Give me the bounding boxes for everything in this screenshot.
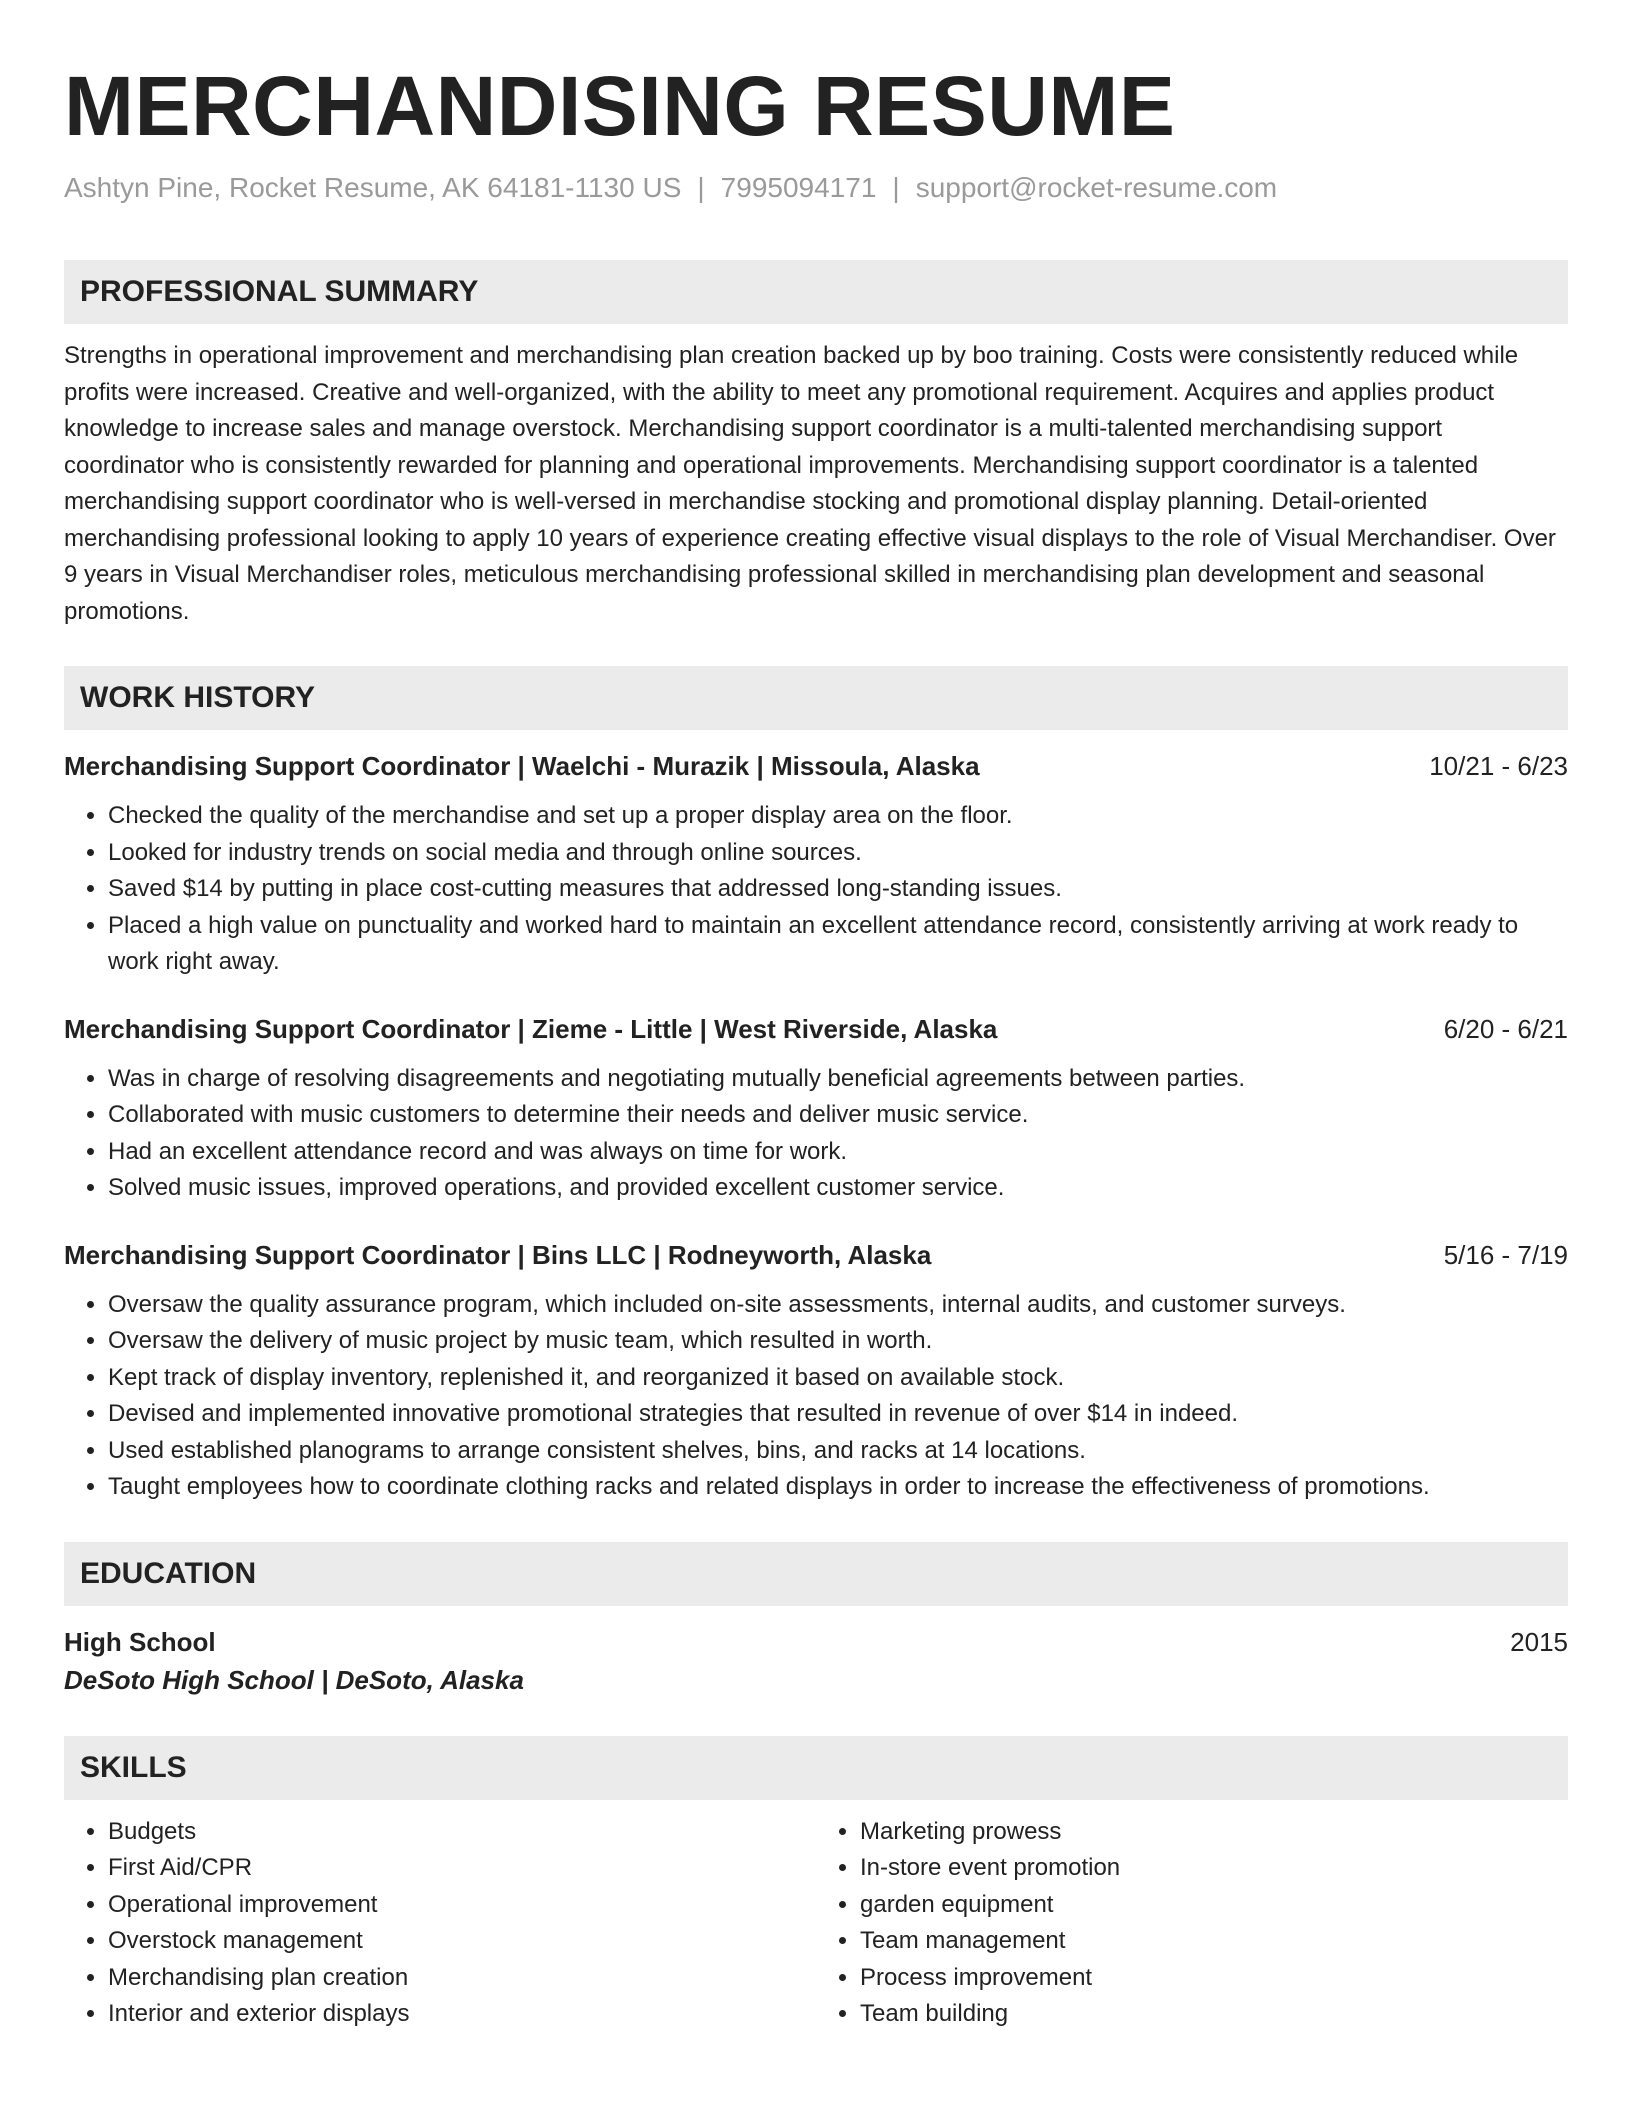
skill-item: • Overstock management [108, 1923, 816, 1960]
job-bullets [64, 798, 1568, 981]
education-year: 2015 [1510, 1626, 1568, 1657]
job-dates: 6/20 - 6/21 [1443, 1013, 1568, 1044]
education-section [64, 1542, 1568, 1700]
resume-title: MERCHANDISING RESUME [64, 59, 1176, 153]
summary-section [64, 260, 1568, 630]
job-bullet: • Checked the quality of the merchandise and set up a proper display area on the floor. [108, 798, 1568, 835]
skills-grid [64, 1814, 1568, 2033]
work-history-section [64, 666, 1568, 1506]
job-dates: 5/16 - 7/19 [1443, 1239, 1568, 1270]
job-bullet: • Devised and implemented innovative promotional strategies that resulted in revenue of over $14 in indeed. [108, 1396, 1568, 1433]
job-heading: Merchandising Support Coordinator | Zieme - Little | West Riverside, Alaska [64, 1013, 998, 1044]
job-bullet: • Used established planograms to arrange consistent shelves, bins, and racks at 14 locations. [108, 1433, 1568, 1470]
job-bullet: • Kept track of display inventory, replenished it, and reorganized it based on available stock. [108, 1360, 1568, 1397]
summary-text: Strengths in operational improvement and merchandising plan creation backed up by boo training. Costs were consistently reduced while profits were increased. Creative and well-organized, with the ability to meet any promotional requirement. Acquires and applies product knowledge to increase sales and manage overstock. Merchandising support coordinator is a multi-talented merchandising support coordinator who is consistently rewarded for planning and operational improvements. Merchandising support coordinator is a talented merchandising support coordinator who is well-versed in merchandise stocking and promotional display planning. Detail-oriented merchandising professional looking to apply 10 years of experience creating effective visual displays to the role of Visual Merchandiser. Over 9 years in Visual Merchandiser roles, meticulous merchandising professional skilled in merchandising plan development and seasonal promotions. [64, 342, 1556, 625]
skills-column-right [816, 1814, 1568, 2033]
job-heading: Merchandising Support Coordinator | Bins LLC | Rodneyworth, Alaska [64, 1239, 932, 1270]
contact-phone: 7995094171 [720, 172, 877, 203]
skills-header: SKILLS [64, 1736, 1568, 1800]
job-bullet: • Oversaw the delivery of music project by music team, which resulted in worth. [108, 1323, 1568, 1360]
skill-item: • Interior and exterior displays [108, 1996, 816, 2033]
skill-item: • Process improvement [860, 1960, 1568, 1997]
skill-item: • Budgets [108, 1814, 816, 1851]
skill-item: • Team building [860, 1996, 1568, 2033]
skill-item: • Marketing prowess [860, 1814, 1568, 1851]
contact-separator: | [892, 172, 900, 203]
job-bullet: • Taught employees how to coordinate clothing racks and related displays in order to increase the effectiveness of promotions. [108, 1469, 1568, 1506]
job-bullet: • Was in charge of resolving disagreements and negotiating mutually beneficial agreements between parties. [108, 1061, 1568, 1098]
job-bullets [64, 1061, 1568, 1207]
job-bullet: • Collaborated with music customers to determine their needs and deliver music service. [108, 1097, 1568, 1134]
contact-line [64, 168, 1568, 208]
skill-item: • Team management [860, 1923, 1568, 1960]
job-bullet: • Oversaw the quality assurance program, which included on-site assessments, internal audits, and customer surveys. [108, 1287, 1568, 1324]
job-entry [64, 1237, 1568, 1506]
contact-address: Ashtyn Pine, Rocket Resume, AK 64181-1130 US [64, 172, 682, 203]
skill-item: • garden equipment [860, 1887, 1568, 1924]
job-bullet: • Placed a high value on punctuality and worked hard to maintain an excellent attendance record, consistently arriving at work ready to work right away. [108, 908, 1568, 981]
education-school: DeSoto High School | DeSoto, Alaska [64, 1664, 524, 1695]
job-bullet: • Saved $14 by putting in place cost-cutting measures that addressed long-standing issues. [108, 871, 1568, 908]
contact-email: support@rocket-resume.com [915, 172, 1278, 203]
contact-separator: | [697, 172, 705, 203]
education-degree: High School [64, 1626, 216, 1657]
education-header: EDUCATION [64, 1542, 1568, 1606]
job-heading: Merchandising Support Coordinator | Waelchi - Murazik | Missoula, Alaska [64, 751, 980, 781]
job-entry [64, 1011, 1568, 1207]
skills-column-left [64, 1814, 816, 2033]
skill-item: • In-store event promotion [860, 1850, 1568, 1887]
skill-item: • Operational improvement [108, 1887, 816, 1924]
job-bullets [64, 1287, 1568, 1506]
summary-header: PROFESSIONAL SUMMARY [64, 260, 1568, 324]
work-history-header: WORK HISTORY [64, 666, 1568, 730]
job-bullet: • Looked for industry trends on social media and through online sources. [108, 835, 1568, 872]
job-entry [64, 748, 1568, 981]
job-dates: 10/21 - 6/23 [1429, 751, 1568, 781]
job-bullet: • Had an excellent attendance record and was always on time for work. [108, 1134, 1568, 1171]
skills-section [64, 1736, 1568, 2033]
skill-item: • Merchandising plan creation [108, 1960, 816, 1997]
skill-item: • First Aid/CPR [108, 1850, 816, 1887]
job-bullet: • Solved music issues, improved operations, and provided excellent customer service. [108, 1170, 1568, 1207]
